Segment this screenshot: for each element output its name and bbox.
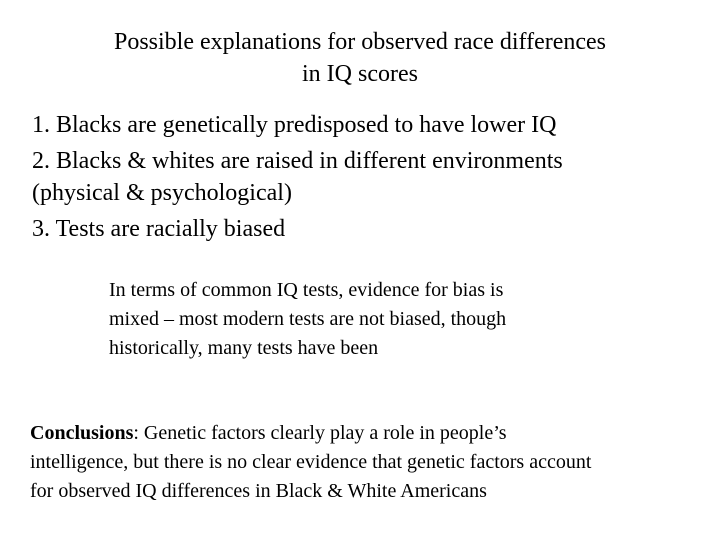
slide-title-line-1: Possible explanations for observed race differences [113,29,607,55]
conclusions-label: Conclusions [30,422,134,444]
conclusions-paragraph [30,419,715,506]
explanations-list [32,109,712,249]
test-bias-note-line: historically, many tests have been [109,337,379,359]
explanation-item-environment [32,145,712,209]
slide-title-line-2: in IQ scores [302,61,418,87]
explanation-text-continued: (physical & psychological) [32,180,292,206]
test-bias-note [109,276,629,363]
test-bias-note-line: mixed – most modern tests are not biased, though [109,308,507,330]
explanation-text: 1. Blacks are genetically predisposed to have lower IQ [32,112,557,138]
explanation-item-test-bias [32,213,712,245]
conclusions-line-3: for observed IQ differences in Black & White Americans [30,480,487,502]
conclusions-line-1-text: : Genetic factors clearly play a role in people’s [133,422,507,444]
explanation-text: 2. Blacks & whites are raised in different environments [32,148,563,174]
slide-title [40,26,680,90]
explanation-item-genetic [32,109,712,141]
conclusions-line-1 [30,419,715,448]
conclusions-line-2: intelligence, but there is no clear evidence that genetic factors account [30,451,592,473]
test-bias-note-line: In terms of common IQ tests, evidence for bias is [109,279,504,301]
explanation-text: 3. Tests are racially biased [32,216,286,242]
